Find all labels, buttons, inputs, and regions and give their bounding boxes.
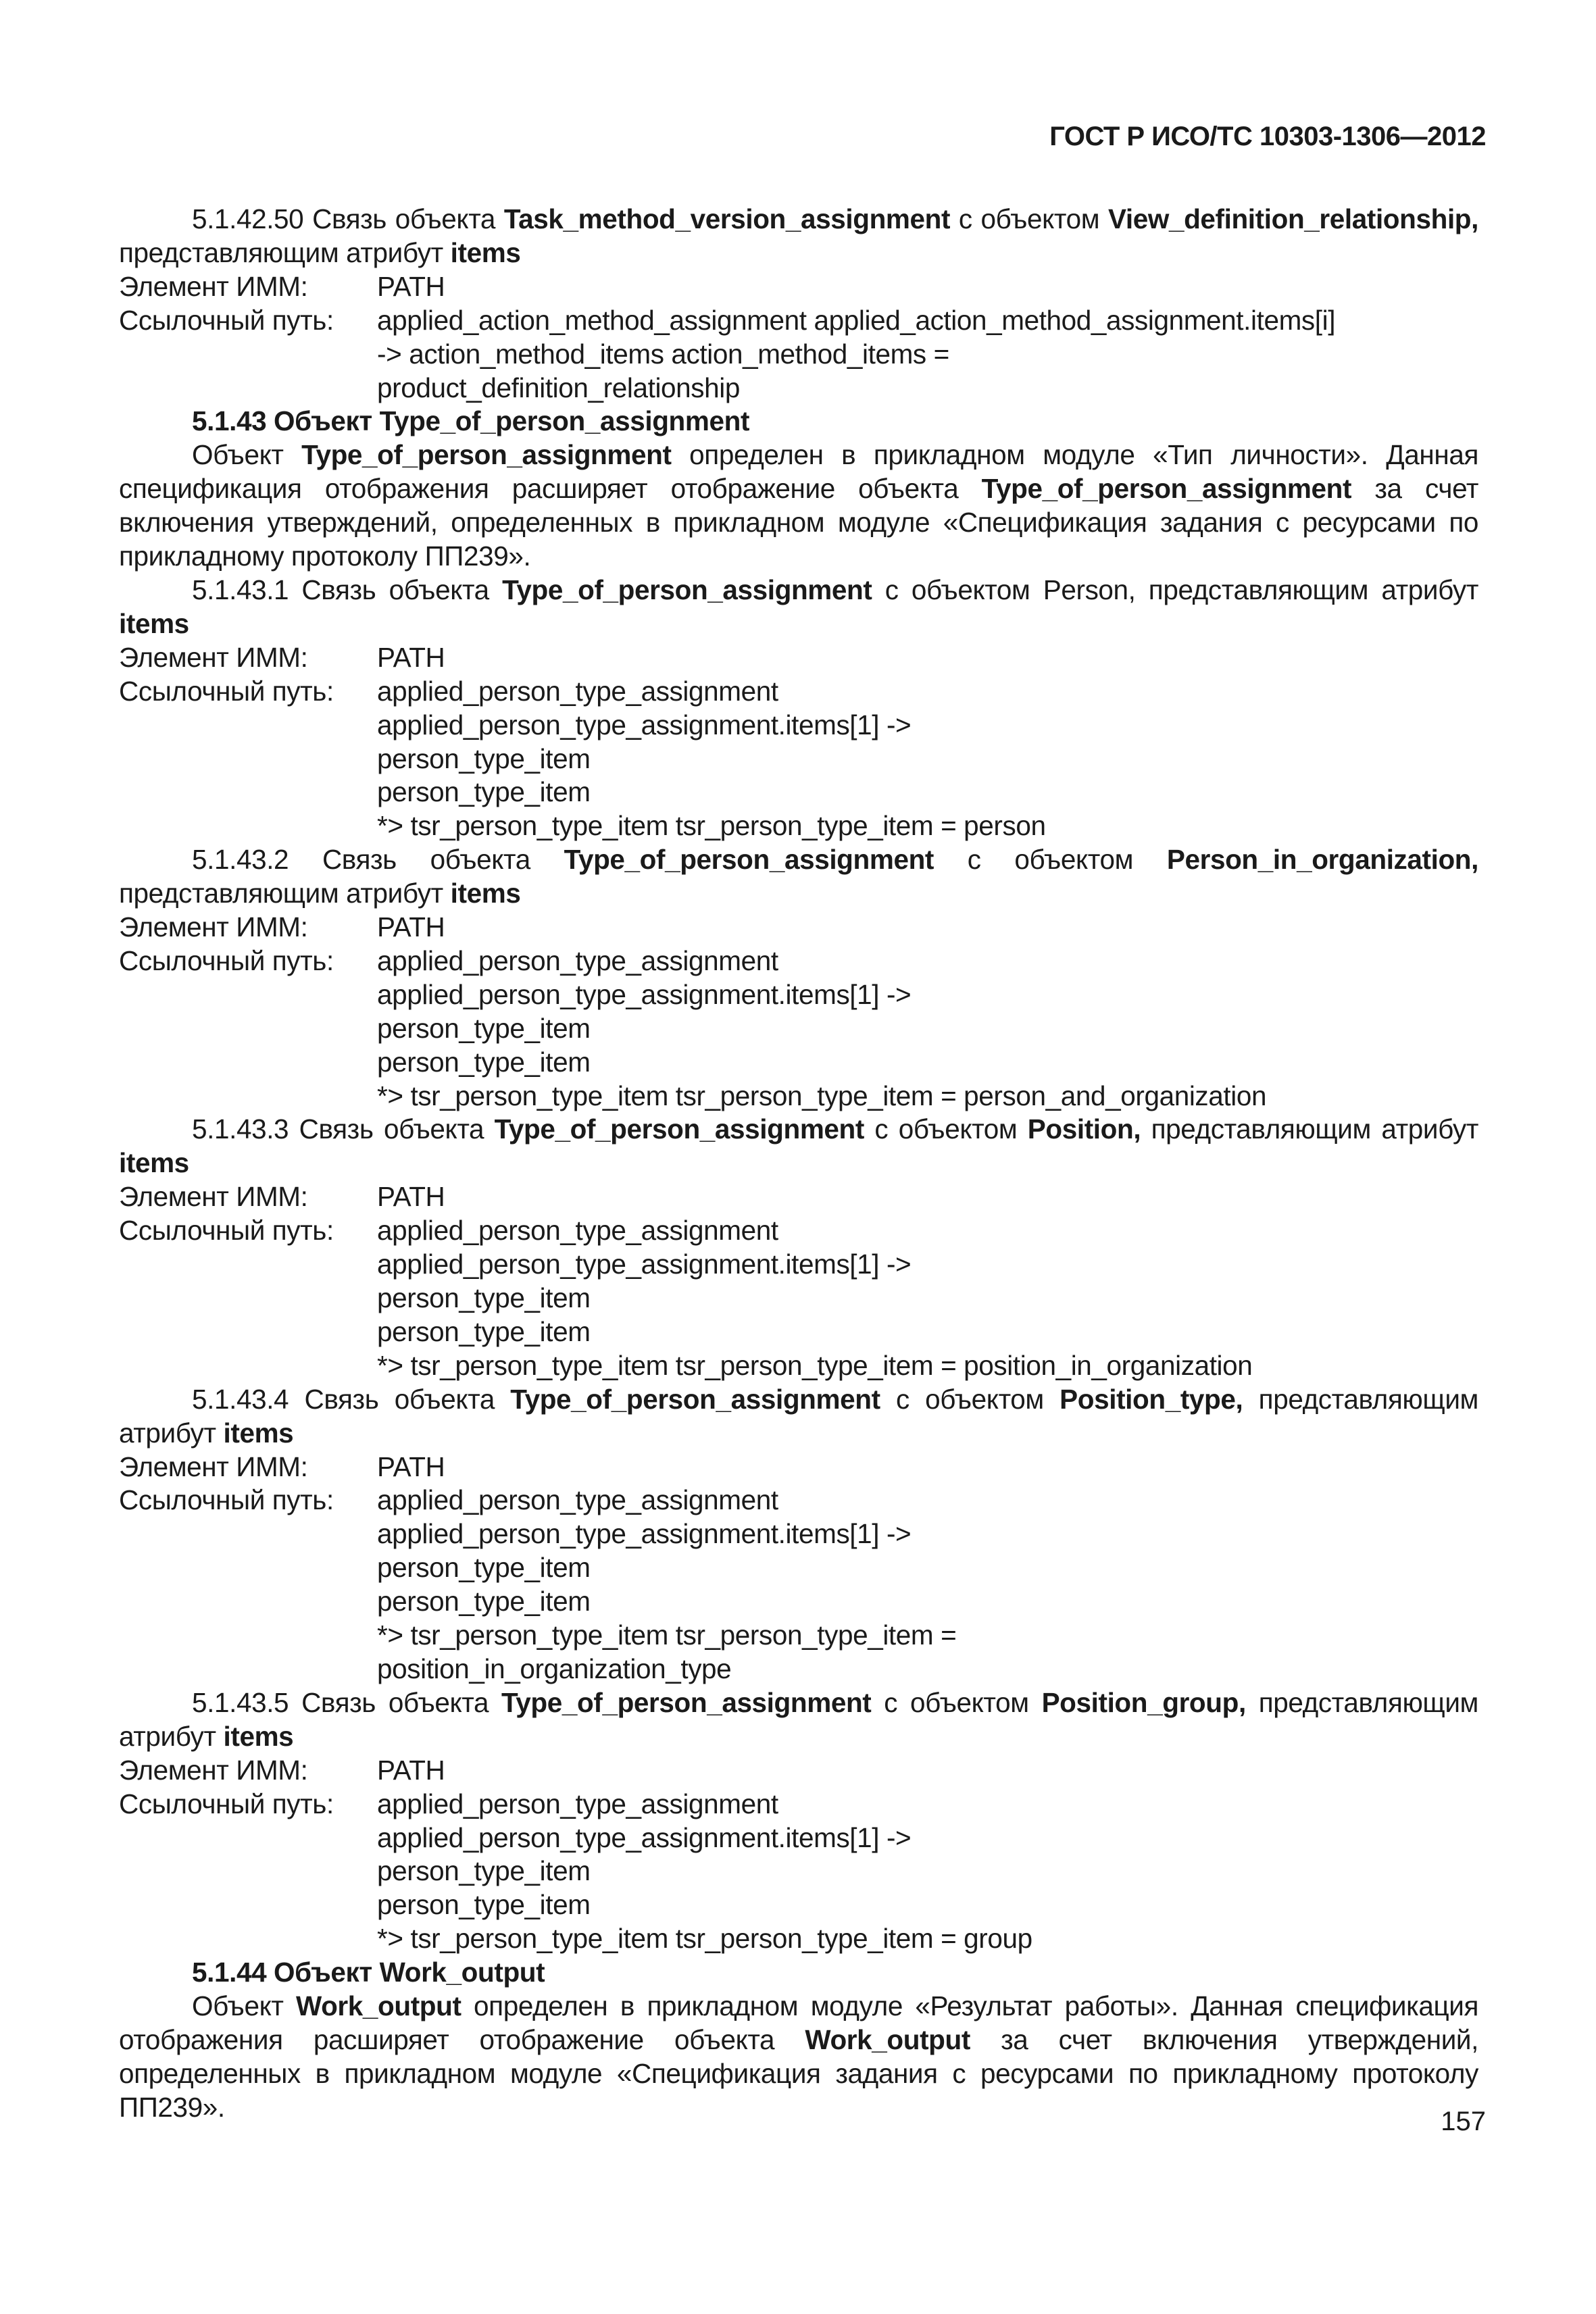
object-name: Work_output <box>296 1990 462 2022</box>
clause-5-1-43-3 <box>119 1113 1478 1180</box>
clause-text: представляющим атрибут <box>1141 1113 1478 1145</box>
ref-path-value: -> action_method_items action_method_items = <box>377 338 949 370</box>
ref-path-value: applied_person_type_assignment <box>377 1788 778 1819</box>
clause-5-1-43-1 <box>119 574 1478 641</box>
ref-path-value: person_type_item <box>377 1282 591 1313</box>
ref-path-value: *> tsr_person_type_item tsr_person_type_item = <box>377 1619 957 1651</box>
section-heading-5-1-44: 5.1.44 Объект Work_output <box>192 1957 545 1988</box>
element-label: Элемент ИММ: <box>119 270 308 302</box>
object-name: Type_of_person_assignment <box>301 439 672 471</box>
attribute-name: items <box>450 236 521 268</box>
ref-path-label: Ссылочный путь: <box>119 304 334 336</box>
ref-path-value: applied_person_type_assignment <box>377 675 778 707</box>
ref-path-value: person_type_item <box>377 1012 591 1044</box>
attribute-name: items <box>119 1147 189 1179</box>
ref-path-value: *> tsr_person_type_item tsr_person_type_item = position_in_organization <box>377 1349 1253 1381</box>
ref-path-value: *> tsr_person_type_item tsr_person_type_item = person <box>377 810 1046 842</box>
target-object: View_definition_relationship, <box>1107 203 1478 234</box>
paragraph-text: за счет включения утверждений, определенных в прикладном модуле «Спецификация задания с ресурсами по прикладному протоколу ПП239». <box>119 473 1478 572</box>
ref-path-value: person_type_item <box>377 1889 591 1921</box>
ref-path-label: Ссылочный путь: <box>119 675 334 707</box>
attribute-name: items <box>450 878 521 909</box>
ref-path-value: person_type_item <box>377 1855 591 1887</box>
page-number: 157 <box>1441 2107 1486 2136</box>
clause-5-1-43-5 <box>119 1686 1478 1754</box>
ref-path-line <box>119 1788 1478 1821</box>
ref-path-value: applied_person_type_assignment.items[1] -> <box>377 1249 912 1280</box>
target-object: Person_in_organization, <box>1166 844 1478 876</box>
clause-number: 5.1.43.3 Связь объекта <box>192 1113 495 1145</box>
clause-text: представляющим атрибут <box>119 1686 1479 1752</box>
ref-path-line <box>119 1484 1478 1517</box>
ref-path-label: Ссылочный путь: <box>119 1788 334 1819</box>
ref-path-label: Ссылочный путь: <box>119 1484 334 1516</box>
element-line <box>119 911 1478 945</box>
element-line <box>119 1180 1478 1214</box>
clause-text: с объектом <box>934 844 1167 876</box>
clause-text: представляющим атрибут <box>119 878 451 909</box>
element-value: PATH <box>377 1181 445 1213</box>
element-value: PATH <box>377 911 445 943</box>
clause-text: с объектом Person, представляющим атрибут <box>872 574 1478 605</box>
ref-path-line <box>119 945 1478 978</box>
ref-path-value: *> tsr_person_type_item tsr_person_type_item = person_and_organization <box>377 1080 1267 1111</box>
target-object: Position_type, <box>1059 1383 1243 1415</box>
paragraph-5-1-44 <box>119 1990 1478 2125</box>
element-value: PATH <box>377 1451 445 1482</box>
element-value: PATH <box>377 270 445 302</box>
clause-text: представляющим атрибут <box>119 236 451 268</box>
element-line <box>119 641 1478 675</box>
element-label: Элемент ИММ: <box>119 641 308 673</box>
clause-number: 5.1.43.1 Связь объекта <box>192 574 503 605</box>
paragraph-5-1-43 <box>119 438 1478 574</box>
document-header: ГОСТ Р ИСО/ТС 10303-1306—2012 <box>1049 122 1486 151</box>
attribute-name: items <box>223 1720 294 1752</box>
clause-5-1-43-4 <box>119 1383 1478 1451</box>
paragraph-text: Объект <box>192 1990 296 2022</box>
ref-path-value: person_type_item <box>377 1586 591 1617</box>
element-label: Элемент ИММ: <box>119 911 308 943</box>
ref-path-value: applied_person_type_assignment.items[1] -> <box>377 978 912 1010</box>
ref-path-value: product_definition_relationship <box>377 372 740 403</box>
object-name: Type_of_person_assignment <box>502 574 872 605</box>
clause-text: с объектом <box>864 1113 1028 1145</box>
ref-path-value: applied_person_type_assignment <box>377 1215 778 1247</box>
clause-text: с объектом <box>950 203 1108 234</box>
attribute-name: items <box>119 607 189 639</box>
section-heading-5-1-43: 5.1.43 Объект Type_of_person_assignment <box>192 405 750 437</box>
ref-path-value: applied_action_method_assignment applied_action_method_assignment.items[i] <box>377 304 1336 336</box>
ref-path-value: applied_person_type_assignment.items[1] -> <box>377 709 912 740</box>
element-line <box>119 1754 1478 1788</box>
ref-path-value: person_type_item <box>377 1315 591 1347</box>
object-name: Type_of_person_assignment <box>501 1686 872 1718</box>
paragraph-text: Объект <box>192 439 302 471</box>
element-line <box>119 270 1478 304</box>
clause-text: с объектом <box>871 1686 1042 1718</box>
ref-path-value: *> tsr_person_type_item tsr_person_type_item = group <box>377 1923 1032 1955</box>
element-label: Элемент ИММ: <box>119 1451 308 1482</box>
object-name: Work_output <box>805 2023 970 2055</box>
ref-path-value: applied_person_type_assignment.items[1] -> <box>377 1821 912 1853</box>
ref-path-line <box>119 1214 1478 1248</box>
clause-number: 5.1.43.5 Связь объекта <box>192 1686 501 1718</box>
element-line <box>119 1451 1478 1484</box>
ref-path-value: applied_person_type_assignment <box>377 1484 778 1516</box>
object-name: Type_of_person_assignment <box>981 473 1352 505</box>
object-name: Type_of_person_assignment <box>494 1113 864 1145</box>
ref-path-value: person_type_item <box>377 776 591 808</box>
page-content <box>119 203 1478 2125</box>
ref-path-value: person_type_item <box>377 1046 591 1078</box>
object-name: Task_method_version_assignment <box>503 203 951 234</box>
paragraph-text: определен в прикладном модуле «Результат работы». Данная спецификация отображения расширяет отображение объекта <box>119 1990 1478 2055</box>
element-value: PATH <box>377 1754 445 1786</box>
clause-5-1-43-2 <box>119 843 1478 911</box>
ref-path-line <box>119 675 1478 709</box>
attribute-name: items <box>223 1417 294 1449</box>
ref-path-value: person_type_item <box>377 743 591 774</box>
clause-text: представляющим атрибут <box>119 1383 1478 1449</box>
ref-path-line <box>119 304 1478 338</box>
paragraph-text: определен в прикладном модуле «Тип личности». Данная спецификация отображения расширяет отображение объекта <box>119 439 1478 505</box>
clause-number: 5.1.43.2 Связь объекта <box>192 844 564 876</box>
element-label: Элемент ИММ: <box>119 1754 308 1786</box>
ref-path-label: Ссылочный путь: <box>119 1215 334 1247</box>
clause-number: 5.1.42.50 Связь объекта <box>192 203 504 234</box>
clause-text: с объектом <box>880 1383 1060 1415</box>
clause-number: 5.1.43.4 Связь объекта <box>192 1383 511 1415</box>
ref-path-label: Ссылочный путь: <box>119 945 334 976</box>
clause-5-1-42-50 <box>119 203 1478 270</box>
element-label: Элемент ИММ: <box>119 1181 308 1213</box>
ref-path-value: applied_person_type_assignment.items[1] -> <box>377 1518 912 1550</box>
ref-path-value: applied_person_type_assignment <box>377 945 778 976</box>
paragraph-text: за счет включения утверждений, определенных в прикладном модуле «Спецификация задания с ресурсами по прикладному протоколу ПП239». <box>119 2023 1478 2123</box>
element-value: PATH <box>377 641 445 673</box>
object-name: Type_of_person_assignment <box>510 1383 880 1415</box>
ref-path-value: person_type_item <box>377 1552 591 1584</box>
target-object: Position_group, <box>1041 1686 1246 1718</box>
ref-path-value: position_in_organization_type <box>377 1653 732 1684</box>
object-name: Type_of_person_assignment <box>564 844 934 876</box>
target-object: Position, <box>1027 1113 1141 1145</box>
